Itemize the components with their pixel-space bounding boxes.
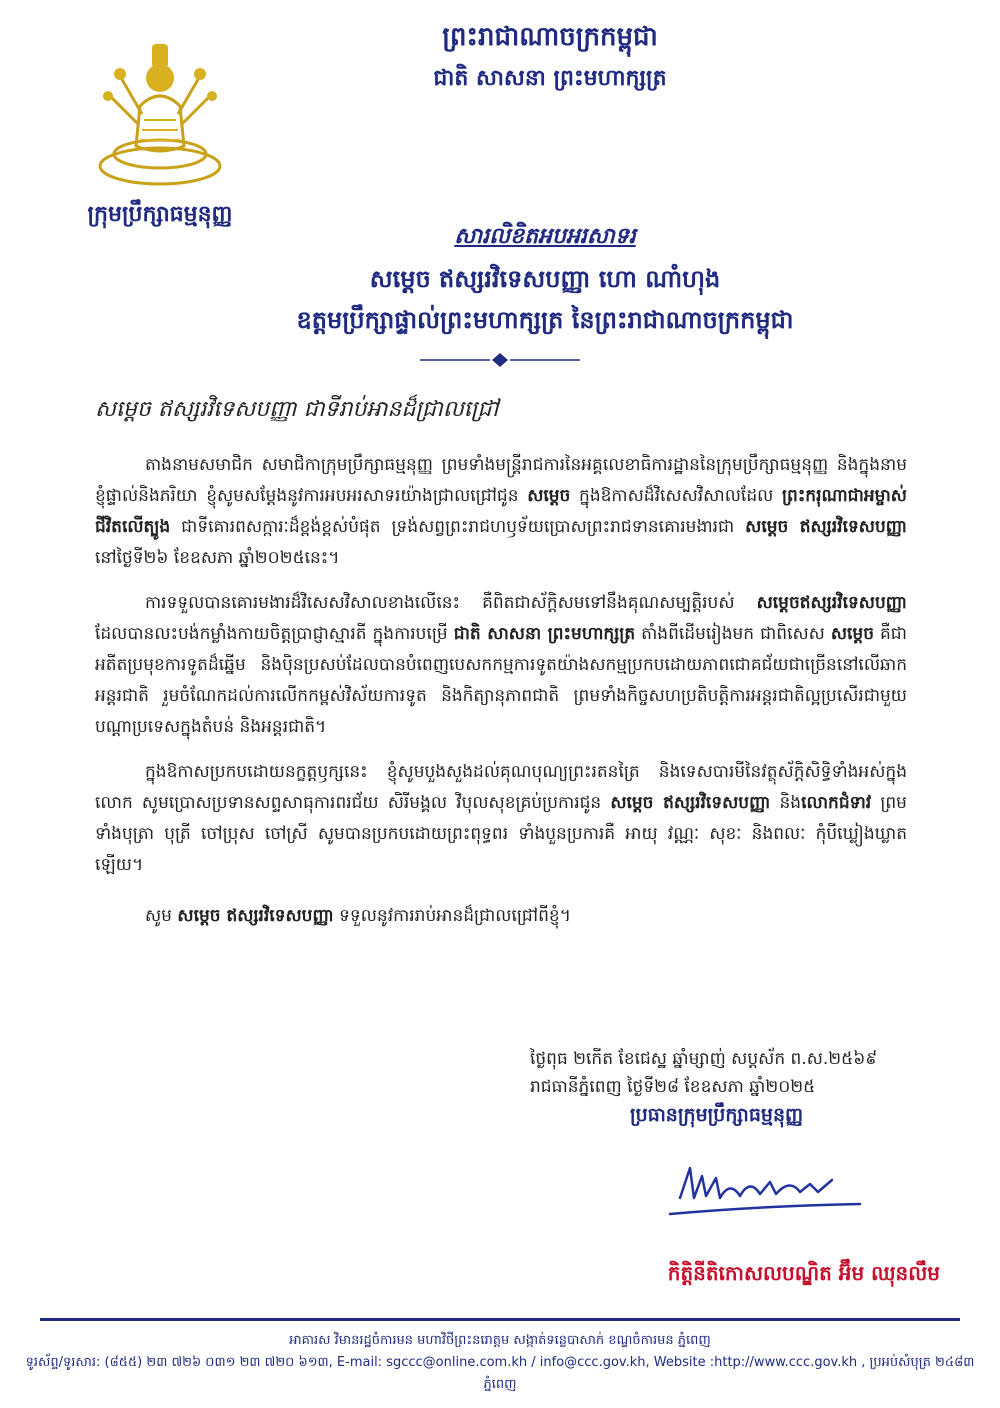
divider-ornament-icon [420,352,580,368]
bold-run: សម្តេច ឥស្សរវិទេសបញ្ញា [610,793,771,813]
handwritten-signature [650,1158,880,1228]
text-run: ការទទួលបានគោរមងារដ៏វិសេសវិសាលខាងលើនេះ គឺពិតជាស័ក្តិសមទៅនឹងគុណសម្បត្តិរបស់ [145,593,757,613]
bold-run: សម្តេចឥស្សរវិទេសបញ្ញា [756,593,907,613]
recipient-title: ឧត្តមប្រឹក្សាផ្ទាល់ព្រះមហាក្សត្រ នៃព្រះរាជាណាចក្រកម្ពុជា [296,305,794,334]
bold-run: សម្តេច [527,486,571,506]
solar-date: រាជធានីភ្នំពេញ ថ្ងៃទី២៨ ខែឧសភា ឆ្នាំ២០២៥ [530,1077,816,1097]
org-name: ក្រុមប្រឹក្សាធម្មនុញ្ញ [87,201,233,227]
bold-run: ព្រះករុណាជាអម្ចាស់ជីវិតលើត្បូង [95,486,907,537]
emblem-block [60,36,260,232]
text-run: ព្រមទាំងបុត្រា បុត្រី ចៅប្រុស ចៅស្រី សូមបានប្រកបដោយព្រះពុទ្ធពរ ទាំងបួនប្រការគឺ អាយុ វណ្ណៈ សុខៈ និងពលៈ កុំបីឃ្លៀងឃ្លាតឡើយ។ [95,793,907,875]
footer [20,1330,980,1396]
bold-run: សម្តេច ឥស្សរវិទេសបញ្ញា [745,517,907,537]
letter-type: សារលិខិតអបអរសាទរ [454,223,636,249]
bold-run: សម្តេច [830,624,875,644]
bold-run: សម្តេច ឥស្សរវិទេសបញ្ញា [177,906,334,926]
footer-divider [40,1318,960,1321]
text-run: និង [770,793,802,813]
text-run: សូម [145,906,178,926]
motto: ជាតិ សាសនា ព្រះមហាក្សត្រ [433,65,667,91]
text-run: នៅថ្ងៃទី២៦ ខែឧសភា ឆ្នាំ២០២៥នេះ។ [95,548,340,568]
recipient-name: សម្តេច ឥស្សរវិទេសបញ្ញា ហោ ណាំហុង [369,264,721,293]
bold-run: លោកជំទាវ [801,793,872,813]
salutation: សម្តេច ឥស្សរវិទេសបញ្ញា ជាទីរាប់អានដ៏ជ្រាលជ្រៅ [95,397,499,422]
signer-title: ប្រធានក្រុមប្រឹក្សាធម្មនុញ្ញ [630,1104,804,1126]
lunar-date: ថ្ងៃពុធ ២កើត ខែជេស្ឋ ឆ្នាំម្សាញ់ សប្តស័ក ព.ស.២៥៦៩ [530,1049,878,1069]
paragraph [95,757,907,881]
letter-heading [0,222,1000,340]
paragraph [95,450,907,574]
text-run: តាំងពីដើមរៀងមក ជាពិសេស [635,624,831,644]
footer-address: អាគារស វិមានរដ្ឋចំការមន មហាវិថីព្រះនរោត្តម សង្កាត់ទន្លេបាសាក់ ខណ្ឌចំការមន ភ្នំពេញ [289,1333,711,1348]
text-run: ជាទីគោរពសក្ការៈដ៏ខ្ពង់ខ្ពស់បំផុត ទ្រង់សព្វព្រះរាជហឫទ័យប្រោសព្រះរាជទានគោរមងារជា [170,517,746,537]
paragraph [95,588,907,743]
date-block [530,1045,950,1129]
text-run: ក្នុងឱកាសប្រកបដោយនក្ខត្តឫក្សនេះ ខ្ញុំសូមបួងសួងដល់គុណបុណ្យព្រះរតនត្រៃ និងទេសបារមីនៃវត្ថុស័ក្តិសិទ្ធិទាំងអស់ក្នុងលោក សូមប្រោសប្រទានសព្ទសាធុការពរជ័យ សិរីមង្គល វិបុលសុខគ្រប់ប្រការជូន [95,762,907,813]
kingdom-motto [380,20,720,96]
footer-contact: ទូរស័ព្ទ/ទូរសារ: (៨៥៥) ២៣ ៧២៦ ០៣១ ២៣ ៧២០ ៦១៣, E-mail: sgccc@online.com.kh / info@ccc.gov.kh, Website :http://www.ccc.gov.kh , ប្រអប់សំបុត្រ ២៤៨៣ ភ្នំពេញ [25,1355,975,1392]
text-run: ដែលបានលះបង់កម្លាំងកាយចិត្តប្រាជ្ញាស្មារតី ក្នុងការបម្រើ [95,624,454,644]
letter-body [95,450,907,946]
brahma-emblem-icon [80,36,240,196]
kingdom-name: ព្រះរាជាណាចក្រកម្ពុជា [442,22,658,52]
closing-paragraph [95,901,907,932]
text-run: ទទួលនូវការរាប់អានដ៏ជ្រាលជ្រៅពីខ្ញុំ។ [333,906,571,926]
text-run: គឺជាអតីតប្រមុខការទូតដ៏ឆ្នើម និងប៉ិនប្រសប់ដែលបានបំពេញបេសកកម្មការទូតយ៉ាងសកម្មប្រកបដោយភាពជោគជ័យជាច្រើននៅលើឆាកអន្តរជាតិ រួមចំណែកដល់ការលើកកម្ពស់វិស័យការទូត និងកិត្យានុភាពជាតិ ព្រមទាំងកិច្ចសហប្រតិបត្តិការអន្តរជាតិល្អប្រសើរជាមួយបណ្តាប្រទេសក្នុងតំបន់ និងអន្តរជាតិ។ [95,624,907,737]
signer-name: កិត្តិនីតិកោសលបណ្ឌិត អ៊ឹម ឈុនលឹម [667,1261,940,1285]
text-run: ក្នុងឱកាសដ៏វិសេសវិសាលដែល [570,486,782,506]
bold-run: ជាតិ សាសនា ព្រះមហាក្សត្រ [453,624,636,644]
text-run: តាងនាមសមាជិក សមាជិកាក្រុមប្រឹក្សាធម្មនុញ្ញ ព្រមទាំងមន្ត្រីរាជការនៃអគ្គលេខាធិការដ្ឋាននៃក្រុមប្រឹក្សាធម្មនុញ្ញ និងក្នុងនាមខ្ញុំផ្ទាល់និងភរិយា ខ្ញុំសូមសម្តែងនូវការអបអរសាទរយ៉ាងជ្រាលជ្រៅជូន [95,455,907,506]
